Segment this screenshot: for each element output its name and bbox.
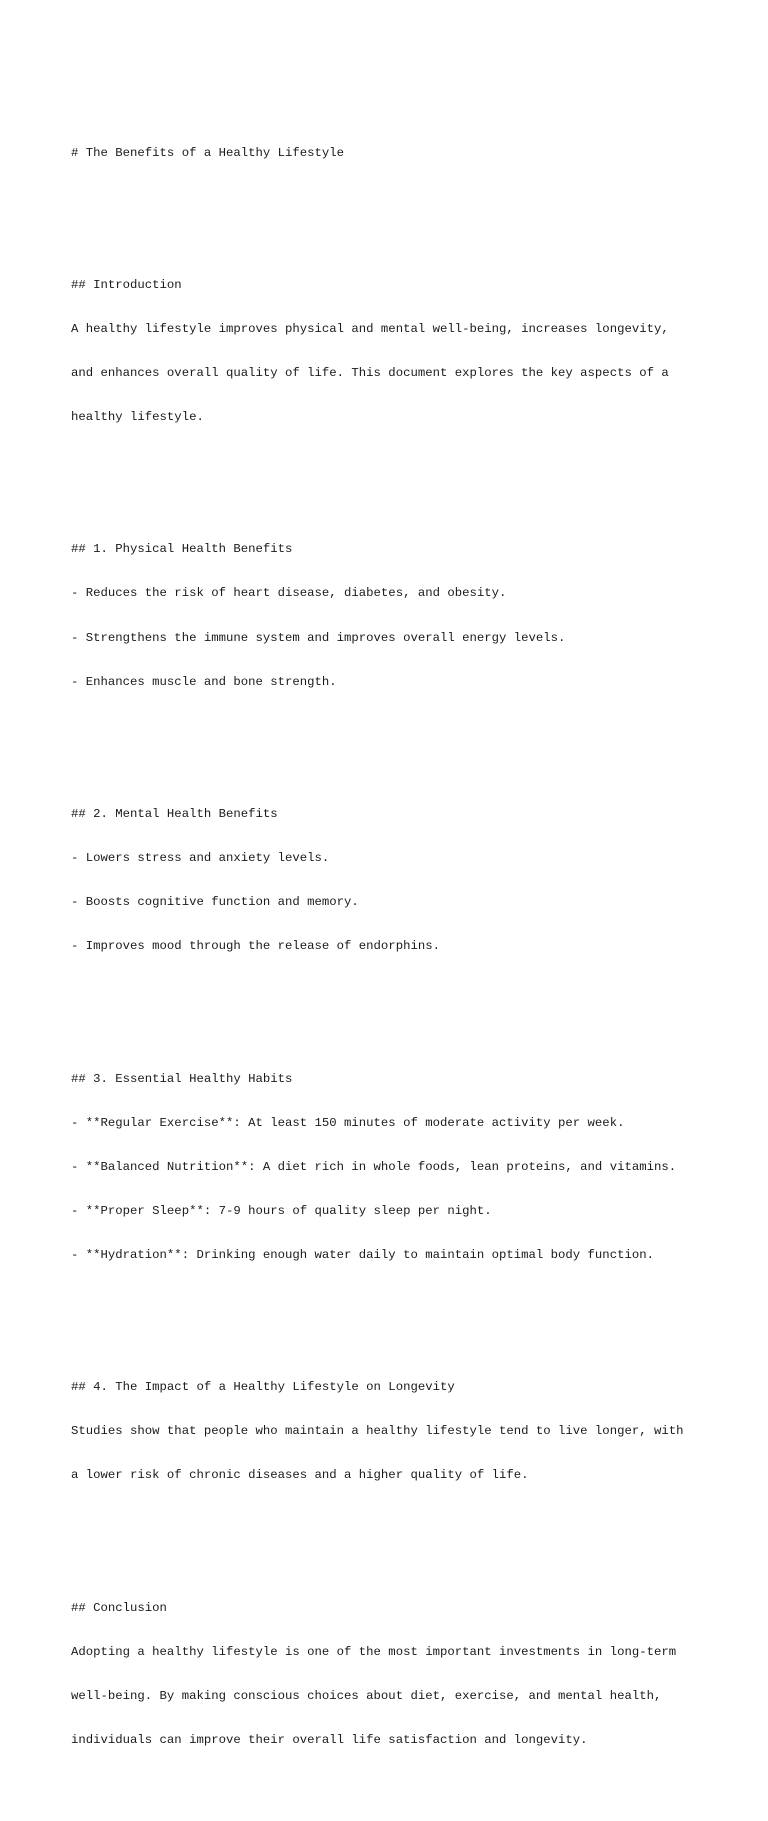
- longevity-heading: ## 4. The Impact of a Healthy Lifestyle on Longevity: [71, 1380, 455, 1395]
- introduction-section: [71, 248, 731, 454]
- introduction-heading: ## Introduction: [71, 277, 182, 292]
- list-item: - **Regular Exercise**: At least 150 minutes of moderate activity per week.: [71, 1115, 625, 1130]
- list-item: - **Balanced Nutrition**: A diet rich in whole foods, lean proteins, and vitamins.: [71, 1159, 677, 1174]
- conclusion-line: Adopting a healthy lifestyle is one of the most important investments in long-term: [71, 1644, 677, 1659]
- list-item: - Enhances muscle and bone strength.: [71, 674, 337, 689]
- document-title-block: [71, 116, 731, 190]
- document-body: [71, 72, 731, 1821]
- introduction-line: A healthy lifestyle improves physical and mental well-being, increases longevity,: [71, 321, 669, 336]
- list-item: - Strengthens the immune system and improves overall energy levels.: [71, 630, 566, 645]
- document-title: # The Benefits of a Healthy Lifestyle: [71, 145, 345, 160]
- list-item: - **Proper Sleep**: 7-9 hours of quality sleep per night.: [71, 1203, 492, 1218]
- mental-health-section: [71, 778, 731, 984]
- list-item: - Boosts cognitive function and memory.: [71, 895, 359, 910]
- longevity-line: a lower risk of chronic diseases and a higher quality of life.: [71, 1468, 529, 1483]
- introduction-line: healthy lifestyle.: [71, 410, 204, 425]
- healthy-habits-section: [71, 1042, 731, 1292]
- mental-health-heading: ## 2. Mental Health Benefits: [71, 806, 278, 821]
- conclusion-line: well-being. By making conscious choices about diet, exercise, and mental health,: [71, 1688, 662, 1703]
- physical-health-heading: ## 1. Physical Health Benefits: [71, 542, 293, 557]
- list-item: - Reduces the risk of heart disease, diabetes, and obesity.: [71, 586, 507, 601]
- conclusion-section: [71, 1571, 731, 1777]
- conclusion-line: individuals can improve their overall life satisfaction and longevity.: [71, 1732, 588, 1747]
- conclusion-heading: ## Conclusion: [71, 1600, 167, 1615]
- list-item: - Improves mood through the release of endorphins.: [71, 939, 440, 954]
- list-item: - **Hydration**: Drinking enough water daily to maintain optimal body function.: [71, 1247, 654, 1262]
- longevity-section: [71, 1351, 731, 1513]
- list-item: - Lowers stress and anxiety levels.: [71, 851, 330, 866]
- introduction-line: and enhances overall quality of life. This document explores the key aspects of a: [71, 366, 669, 380]
- longevity-line: Studies show that people who maintain a healthy lifestyle tend to live longer, with: [71, 1424, 684, 1439]
- healthy-habits-heading: ## 3. Essential Healthy Habits: [71, 1071, 293, 1086]
- physical-health-section: [71, 513, 731, 719]
